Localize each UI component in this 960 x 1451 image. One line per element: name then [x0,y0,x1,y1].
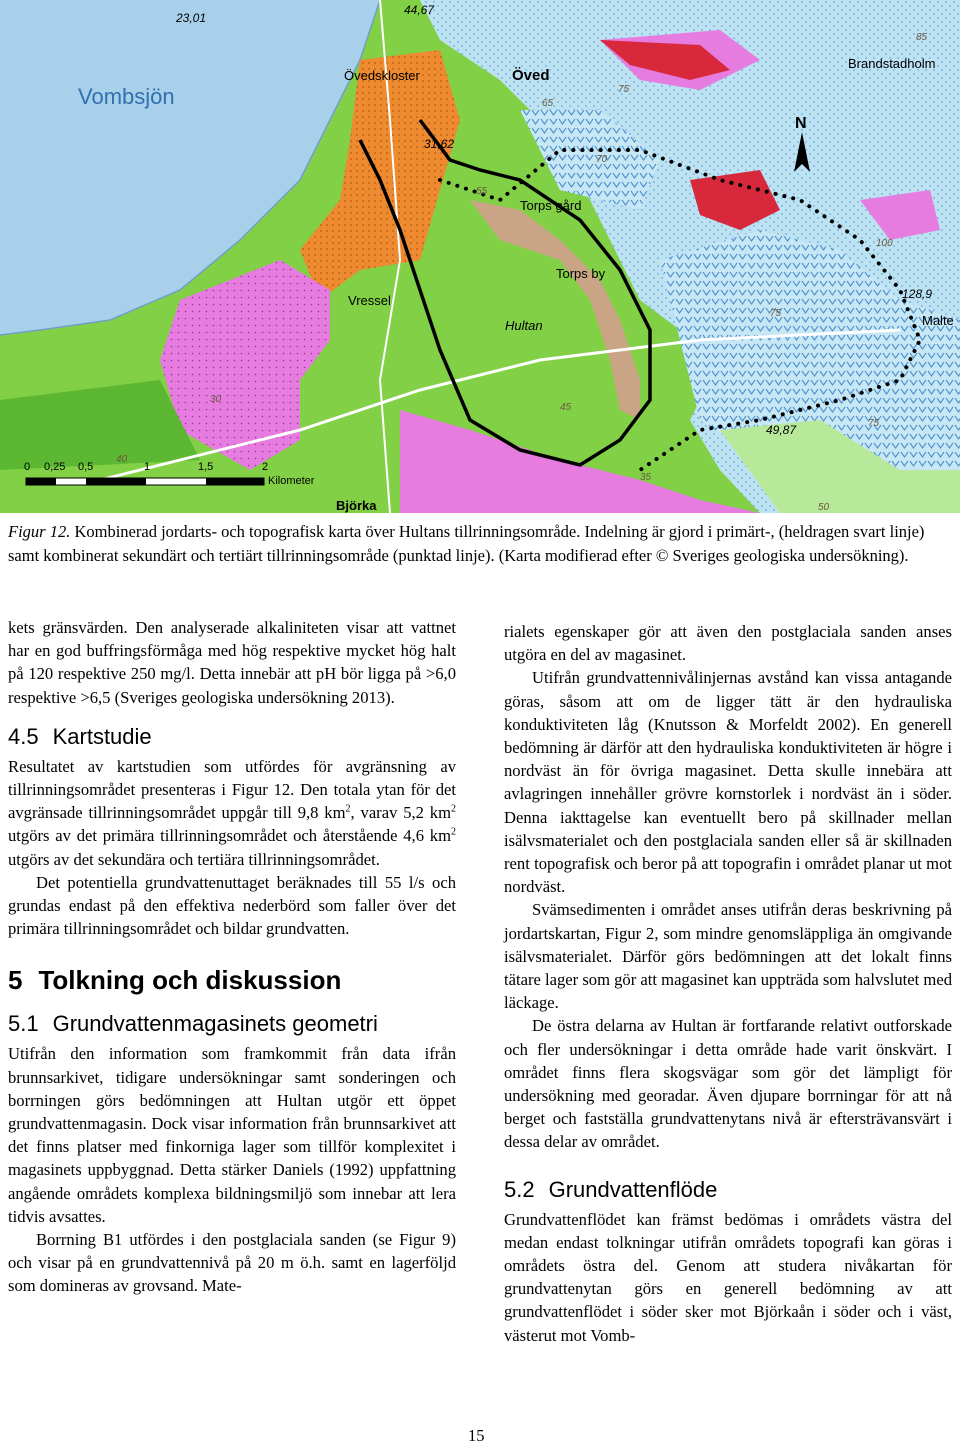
contour-label: 100 [876,238,893,249]
scale-tick: 1 [144,461,151,473]
paragraph: Grundvattenflödet kan främst bedömas i områdets västra del medan endast tolkningar utifrån områdets topografi kan göras i områdets östra del. Genom att studera nivåkartan för grundvattenytan görs en generell bedömning av att grundvattenflödet i söder sker mot Björkaån i söder och i väst, västerut mot Vomb- [504,1209,952,1345]
contour-label: 35 [640,472,652,483]
contour-label: 50 [818,502,830,513]
paragraph: Resultatet av kartstudien som utfördes för avgränsning av tillrinningsområdet presenteras i Figur 12. Den totala ytan för det avgränsade tillrinningsområdet uppgår till 9,8 $km^2$, varav 5,2 $km^2$ utgörs av det primära tillrinningsområdet och återstående 4,6 $km^2$ utgörs av det sekundära och tertiära tillrinningsområdet. [8,756,457,869]
contour-label: 30 [210,394,222,405]
place-brandstadholm: Brandstadholm [848,56,936,71]
paragraph: kets gränsvärden. Den analyserade alkaliniteten visar att vattnet har en god buffringsförmåga med hög respektive mycket hög halt på 120 respektive 250 mg/l. Detta innebär att pH bör ligga på >6,0 respektive >6,5 (Sveriges geologiska undersökning 2013). [8,618,456,707]
place-malte: Malte [922,313,954,328]
contour-label: 70 [596,154,608,165]
paragraph: Utifrån den information som framkommit från data ifrån brunnsarkivet, tidigare undersökningar samt sonderingen och borrningen görs bedömningen att Hultan utgör ett öppet grundvattenmagasin. Dock visar information från brunnsarkivet att det finns platser med finkorniga lager som tillför komplexitet i magasinets uppbyggnad. Detta stärker Daniels (1992) uppfattning angående områdets komplexa bildningsmiljö som innebar att lera tidvis avsattes. [8,1044,456,1226]
contour-label: 75 [618,84,630,95]
contour-label: 65 [542,98,554,109]
height-label: 128,9 [902,287,933,301]
place-torps-gard: Torps gård [520,198,582,213]
scale-tick: 2 [262,461,269,473]
page-number: 15 [468,1426,485,1445]
contour-label: 40 [116,454,128,465]
scale-tick: 1,5 [198,461,214,473]
paragraph: Utifrån grundvattennivålinjernas avstånd kan vissa antagande göras, såsom att om de ligger tätt är den hydrauliska konduktiviteten låg (Knutsson & Morfeldt 2002). En generell bedömning är därför att den hydrauliska konduktiviteten är högre i nordväst än för övriga magasinet. Detta skulle innebära att avlagringen innehåller grövre kornstorlek i nordväst än i söder. Denna iakttagelse kan eventuellt bero på skillnader mellan isälvsmaterialet och den postglaciala sanden eller så är skillnaden rent topografisk och beror på att topografin i området planar ut mot nordväst. [504,668,952,897]
section-heading-4-5: 4.5 Kartstudie [8,723,152,749]
lake-label: Vombsjön [78,84,175,109]
contour-label: 55 [476,186,488,197]
scale-tick: 0,25 [44,461,66,473]
height-label: 44,67 [404,3,435,17]
right-column [504,620,952,1347]
section-heading-5-1: 5.1 Grundvattenmagasinets geometri [8,1011,378,1037]
north-label: N [795,115,807,132]
place-oved: Öved [512,67,550,84]
geological-map [0,0,960,513]
scale-tick: 0,5 [78,461,94,473]
contour-label: 85 [916,32,928,43]
height-label: 31,62 [424,137,455,151]
scale-unit: Kilometer [268,475,315,487]
height-label: 23,01 [176,11,207,25]
place-hultan: Hultan [505,318,543,333]
contour-label: 45 [560,402,572,413]
place-bjorka: Björka [336,498,377,513]
contour-label: 75 [868,418,880,429]
height-label: 49,87 [766,423,797,437]
figure-label: Figur 12. [8,522,71,541]
section-heading-5-2: 5.2 Grundvattenflöde [504,1176,718,1202]
contour-label: 75 [770,308,782,319]
place-torps-by: Torps by [556,266,606,281]
place-vressel: Vressel [348,293,391,308]
paragraph: De östra delarna av Hultan är fortfarande relativt outforskade och fler undersökningar i detta område hade varit önskvärt. I området finns flera skogsvägar som gör det lämpligt för undersökning med georadar. Även djupare borrningar för att nå berget och fastställa grundvattenytans nivå är eftersträvansvärt i dessa delar av området. [504,1016,952,1152]
section-heading-5: 5 Tolkning och diskussion [8,965,342,996]
paragraph: Svämsedimenten i området anses utifrån deras beskrivning på jordartskartan, Figur 2, som mindre genomsläppliga än omgivande isälvsmaterialet. Därför görs bedömningen att det lokalt finns tätare lager som gör att magasinet kan uppträda som halvslutet med läckage. [504,900,952,1013]
paragraph: Borrning B1 utfördes i den postglaciala sanden (se Figur 9) och visar på en grundvattennivå på 20 m ö.h. samt en lagerföljd som domineras av grovsand. Mate- [8,1230,456,1296]
figure-caption-text: Kombinerad jordarts- och topografisk karta över Hultans tillrinningsområde. Indelning är gjord i primärt-, (heldragen svart linje) samt kombinerat sekundärt och tertiärt tillrinningsområde (punktad linje). (Karta modifierad efter © Sveriges geologiska undersökning). [8,522,925,565]
left-column [8,616,456,1298]
place-ovedskloster: Övedskloster [344,68,420,83]
paragraph: rialets egenskaper gör att även den postglaciala sanden anses utgöra en del av magasinet. [504,622,952,665]
paragraph: Det potentiella grundvattenuttaget beräknades till 55 l/s och grundas endast på den effektiva nederbörd som faller över det primära tillrinningsområdet och bildar grundvatten. [8,872,456,939]
figure-caption [8,520,948,568]
scale-tick: 0 [24,461,31,473]
